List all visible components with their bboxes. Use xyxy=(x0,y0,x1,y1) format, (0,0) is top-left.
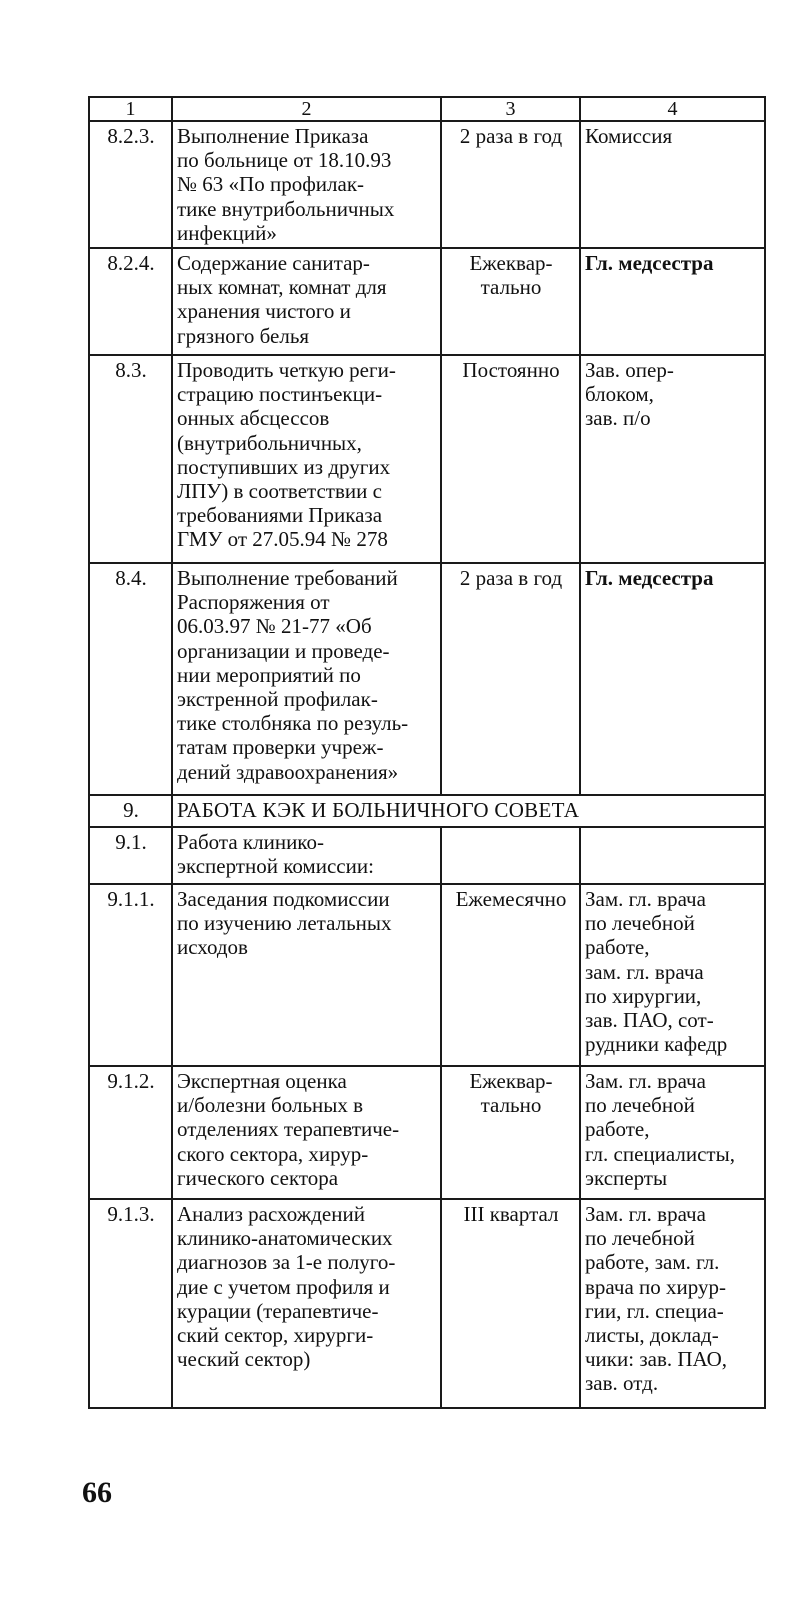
row-number: 9.1.3. xyxy=(89,1199,172,1408)
row-responsible: Комиссия xyxy=(580,121,765,248)
row-description: Выполнение требований Распоряжения от 06.03.97 № 21-77 «Об организации и проведе- нии мероприятий по экстренной профилак- тике столбняка по резуль- татам проверки учреж- дений здравоохранения» xyxy=(172,563,441,795)
table-row xyxy=(89,884,765,1066)
row-number: 9.1.1. xyxy=(89,884,172,1066)
row-period: 2 раза в год xyxy=(441,563,580,795)
row-period: Ежеквар- тально xyxy=(441,1066,580,1199)
row-responsible: Зам. гл. врача по лечебной работе, гл. специалисты, эксперты xyxy=(580,1066,765,1199)
row-responsible xyxy=(580,827,765,884)
column-header-4: 4 xyxy=(580,97,765,121)
row-number: 8.2.4. xyxy=(89,248,172,355)
row-number: 8.4. xyxy=(89,563,172,795)
row-period: Постоянно xyxy=(441,355,580,563)
table-row xyxy=(89,827,765,884)
row-period: Ежемесячно xyxy=(441,884,580,1066)
page-number: 66 xyxy=(82,1476,112,1509)
row-responsible: Зам. гл. врача по лечебной работе, зам. гл. врача по хирургии, зав. ПАО, сот- рудники кафедр xyxy=(580,884,765,1066)
row-description: Экспертная оценка и/болезни больных в отделениях терапевтиче- ского сектора, хирур- гического сектора xyxy=(172,1066,441,1199)
header-row xyxy=(89,97,765,121)
table-row xyxy=(89,1199,765,1408)
table-header xyxy=(89,97,765,121)
table-row xyxy=(89,248,765,355)
table-row xyxy=(89,563,765,795)
table-row xyxy=(89,1066,765,1199)
column-header-2: 2 xyxy=(172,97,441,121)
row-period: III квартал xyxy=(441,1199,580,1408)
row-number: 8.3. xyxy=(89,355,172,563)
row-description: Заседания подкомиссии по изучению летальных исходов xyxy=(172,884,441,1066)
row-description: Содержание санитар- ных комнат, комнат для хранения чистого и грязного белья xyxy=(172,248,441,355)
table-row xyxy=(89,121,765,248)
row-description: Анализ расхождений клинико-анатомических диагнозов за 1-е полуго- дие с учетом профиля и курации (терапевтиче- ский сектор, хирурги- ческий сектор) xyxy=(172,1199,441,1408)
column-header-3: 3 xyxy=(441,97,580,121)
column-header-1: 1 xyxy=(89,97,172,121)
section-row xyxy=(89,795,765,827)
row-number: 9.1. xyxy=(89,827,172,884)
row-period xyxy=(441,827,580,884)
row-description: Работа клинико- экспертной комиссии: xyxy=(172,827,441,884)
table-body xyxy=(89,121,765,1408)
row-responsible: Зам. гл. врача по лечебной работе, зам. гл. врача по хирур- гии, гл. специа- листы, доклад- чики: зав. ПАО, зав. отд. xyxy=(580,1199,765,1408)
row-responsible: Гл. медсестра xyxy=(580,563,765,795)
row-period: 2 раза в год xyxy=(441,121,580,248)
row-responsible: Гл. медсестра xyxy=(580,248,765,355)
table-row xyxy=(89,355,765,563)
section-number: 9. xyxy=(89,795,172,827)
row-responsible: Зав. опер- блоком, зав. п/о xyxy=(580,355,765,563)
row-description: Проводить четкую реги- страцию постинъекци- онных абсцессов (внутрибольничных, поступивших из других ЛПУ) в соответствии с требованиями Приказа ГМУ от 27.05.94 № 278 xyxy=(172,355,441,563)
row-description: Выполнение Приказа по больнице от 18.10.93 № 63 «По профилак- тике внутрибольничных инфекций» xyxy=(172,121,441,248)
plan-table xyxy=(88,96,766,1409)
row-period: Ежеквар- тально xyxy=(441,248,580,355)
row-number: 9.1.2. xyxy=(89,1066,172,1199)
section-title: РАБОТА КЭК И БОЛЬНИЧНОГО СОВЕТА xyxy=(172,795,765,827)
row-number: 8.2.3. xyxy=(89,121,172,248)
